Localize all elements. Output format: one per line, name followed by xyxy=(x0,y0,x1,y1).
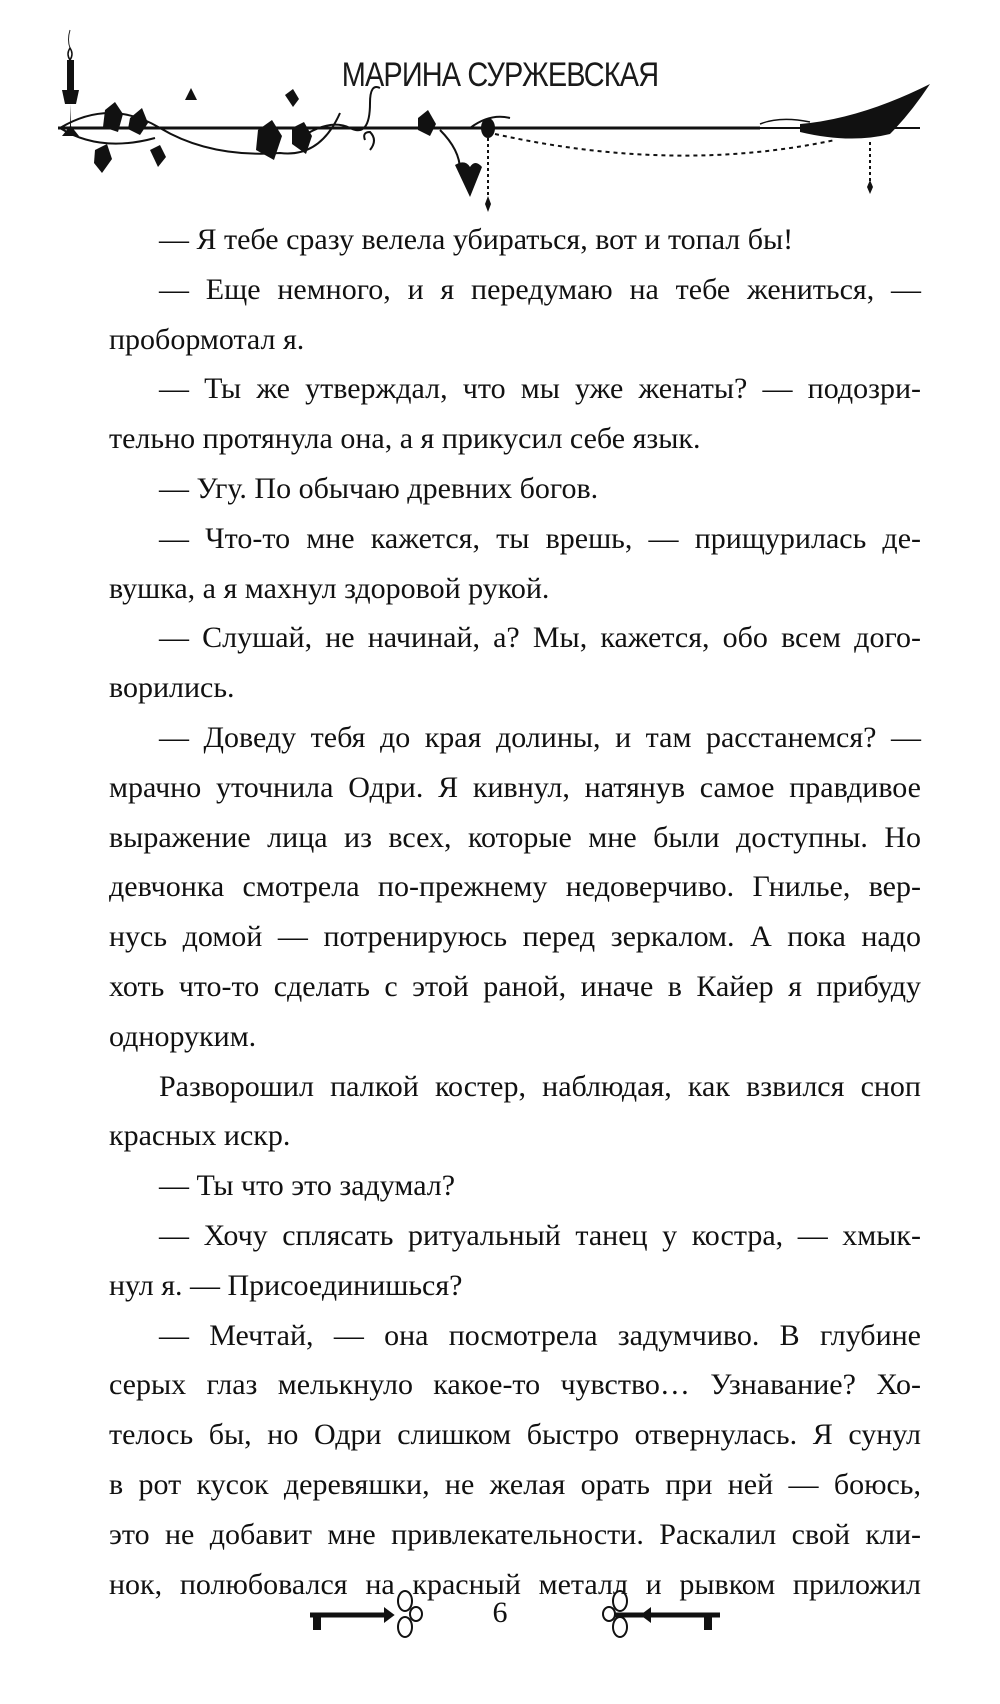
text-line: — Ты же утверждал, что мы уже женаты? — подозри- xyxy=(159,372,921,406)
page-number: 6 xyxy=(492,1596,508,1629)
text-line: — Я тебе сразу велела убираться, вот и топал бы! xyxy=(159,223,794,256)
text-line: нок, полюбовался на красный металл и рывком приложил xyxy=(109,1567,921,1601)
text-line: хоть что-то сделать с этой раной, иначе в Кайер я прибуду xyxy=(109,969,921,1003)
text-line: — Доведу тебя до края долины, и там расстанемся? — xyxy=(159,720,921,754)
text-line: мрачно уточнила Одри. Я кивнул, натянув самое правдивое xyxy=(109,770,921,804)
body-text xyxy=(109,215,921,1609)
text-line: пробормотал я. xyxy=(109,322,305,356)
text-line: тельно протянула она, а я прикусил себе язык. xyxy=(109,422,701,456)
text-line: — Мечтай, — она посмотрела задумчиво. В глубине xyxy=(159,1318,921,1352)
text-line: телось бы, но Одри слишком быстро отвернулась. Я сунул xyxy=(109,1418,921,1452)
text-line: Разворошил палкой костер, наблюдая, как взвился сноп xyxy=(159,1069,921,1103)
text-line: в рот кусок деревяшки, не желая орать при ней — боюсь, xyxy=(109,1467,921,1501)
text-line: нусь домой — потренируюсь перед зеркалом. А пока надо xyxy=(109,920,921,954)
text-line: нул я. — Присоединишься? xyxy=(109,1268,463,1302)
text-line: — Что-то мне кажется, ты врешь, — прищурилась де- xyxy=(159,521,921,555)
text-line: — Хочу сплясать ритуальный танец у костра, — хмык- xyxy=(159,1218,921,1252)
text-line: ворились. xyxy=(109,671,235,705)
ivy-leaves-icon xyxy=(94,88,482,197)
chain-icon xyxy=(495,134,835,156)
text-line: выражение лица из всех, которые мне были доступны. Но xyxy=(109,820,921,854)
text-line: — Ты что это задумал? xyxy=(159,1169,456,1203)
text-line: это не добавит мне привлекательности. Раскалил свой кли- xyxy=(109,1517,921,1551)
feather-icon xyxy=(760,84,930,139)
header-ornament-vine-icon xyxy=(0,0,1000,215)
text-line: одноруким. xyxy=(109,1019,257,1053)
text-line: вушка, а я махнул здоровой рукой. xyxy=(109,571,550,605)
text-line: красных искр. xyxy=(109,1119,291,1153)
text-line: — Слушай, не начинай, а? Мы, кажется, обо всем дого- xyxy=(159,621,921,655)
text-line: девчонка смотрела по-прежнему недоверчиво. Гнилье, вер- xyxy=(109,870,921,904)
text-line: — Еще немного, и я передумаю на тебе жениться, — xyxy=(159,272,921,306)
running-header-author: МАРИНА СУРЖЕВСКАЯ xyxy=(341,56,659,94)
text-line: серых глаз мелькнуло какое-то чувство… Узнавание? Хо- xyxy=(109,1368,921,1402)
text-line: — Угу. По обычаю древних богов. xyxy=(159,471,599,505)
